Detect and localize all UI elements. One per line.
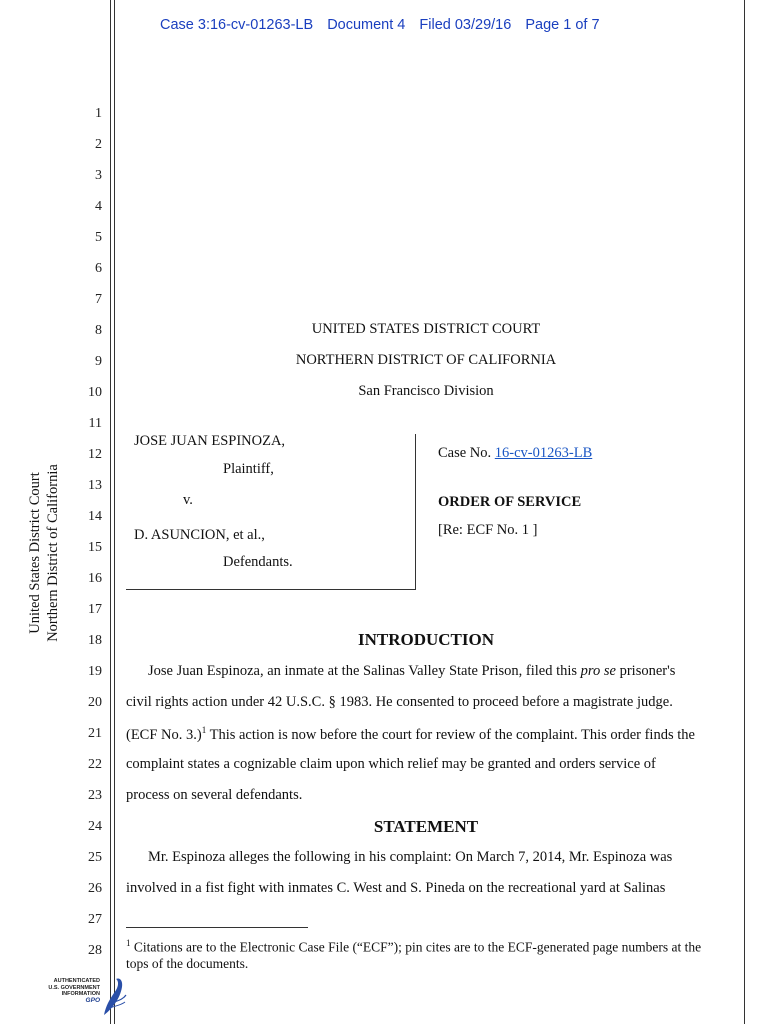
line-number: 5	[95, 230, 102, 245]
ecf-header	[160, 17, 610, 33]
intro-line-1: Jose Juan Espinoza, an inmate at the Salinas Valley State Prison, filed this pro se prisoner's	[148, 663, 676, 679]
footnote-rule	[126, 927, 308, 928]
court-district: NORTHERN DISTRICT OF CALIFORNIA	[295, 352, 557, 368]
case-number-link[interactable]: 16-cv-01263-LB	[494, 445, 593, 461]
defendant-role: Defendants.	[223, 554, 293, 570]
intro-line-5: process on several defendants.	[126, 787, 303, 803]
ecf-reference: [Re: ECF No. 1 ]	[438, 522, 538, 538]
line-number: 6	[95, 261, 102, 276]
line-number: 28	[88, 943, 102, 958]
line-number: 3	[95, 168, 102, 183]
line-number: 16	[88, 571, 102, 586]
line-number: 2	[95, 137, 102, 152]
line-number: 24	[88, 819, 102, 834]
line-number: 22	[88, 757, 102, 772]
introduction-heading: INTRODUCTION	[357, 630, 495, 649]
margin-rule-right	[744, 0, 745, 1024]
header-filed-date: Filed 03/29/16	[419, 17, 512, 33]
footnote-marker: 1	[126, 938, 131, 948]
seal-line-information: INFORMATION	[61, 991, 100, 997]
header-document: Document 4	[327, 17, 406, 33]
intro-line-4: complaint states a cognizable claim upon which relief may be granted and orders service of	[126, 756, 656, 772]
eagle-icon	[98, 975, 128, 1019]
line-number: 21	[88, 726, 102, 741]
versus: v.	[183, 492, 193, 508]
line-number: 8	[95, 323, 102, 338]
side-label-district: Northern District of California	[45, 464, 61, 642]
caption-divider	[415, 434, 416, 590]
statement-heading: STATEMENT	[373, 817, 479, 836]
statement-line-1: Mr. Espinoza alleges the following in his complaint: On March 7, 2014, Mr. Espinoza was	[148, 849, 673, 865]
plaintiff-role: Plaintiff,	[223, 461, 274, 477]
line-number: 19	[88, 664, 102, 679]
line-number: 27	[88, 912, 102, 927]
case-number-label: Case No.	[438, 445, 492, 461]
court-division: San Francisco Division	[358, 383, 494, 399]
line-number: 9	[95, 354, 102, 369]
intro-line-2: civil rights action under 42 U.S.C. § 1983. He consented to proceed before a magistrate judge.	[126, 694, 673, 710]
line-number: 10	[88, 385, 102, 400]
line-number: 25	[88, 850, 102, 865]
defendant-name: D. ASUNCION, et al.,	[134, 527, 265, 543]
header-page: Page 1 of 7	[525, 17, 600, 33]
line-number: 1	[95, 106, 102, 121]
gpo-authentication-seal	[40, 975, 130, 1020]
margin-rule-left-outer	[110, 0, 111, 1024]
line-number: 26	[88, 881, 102, 896]
line-number: 17	[88, 602, 102, 617]
plaintiff-name: JOSE JUAN ESPINOZA,	[134, 433, 286, 449]
seal-line-government: U.S. GOVERNMENT	[48, 984, 100, 991]
line-number: 18	[88, 633, 102, 648]
line-number: 20	[88, 695, 102, 710]
line-number: 11	[88, 416, 102, 431]
case-number-line	[438, 445, 592, 462]
footnote-text: Citations are to the Electronic Case File (“ECF”); pin cites are to the ECF-generated page numbers at the tops of the documents.	[126, 939, 702, 971]
statement-line-2: involved in a fist fight with inmates C. West and S. Pineda on the recreational yard at Salinas	[126, 880, 666, 896]
intro-line-3: (ECF No. 3.)$^1$ This action is now before the court for review of the complaint. This order finds the	[126, 725, 695, 743]
side-label-court: United States District Court	[27, 472, 43, 634]
court-side-label	[26, 464, 62, 642]
line-number: 23	[88, 788, 102, 803]
pro-se-italic: pro se	[580, 663, 616, 679]
line-number: 13	[88, 478, 102, 493]
caption-underline	[126, 589, 416, 590]
margin-rule-left-inner	[114, 0, 115, 1024]
court-name: UNITED STATES DISTRICT COURT	[311, 321, 541, 337]
line-number: 4	[95, 199, 102, 214]
line-number: 14	[88, 509, 102, 524]
footnote-ref[interactable]: 1	[201, 725, 207, 735]
order-title: ORDER OF SERVICE	[438, 494, 582, 510]
seal-gpo-mark: GPO	[85, 996, 100, 1004]
line-number: 7	[95, 292, 102, 307]
header-case-number: Case 3:16-cv-01263-LB	[160, 17, 314, 33]
line-number: 12	[88, 447, 102, 462]
seal-line-authenticated: AUTHENTICATED	[53, 978, 100, 984]
footnote	[126, 935, 716, 972]
line-number: 15	[88, 540, 102, 555]
